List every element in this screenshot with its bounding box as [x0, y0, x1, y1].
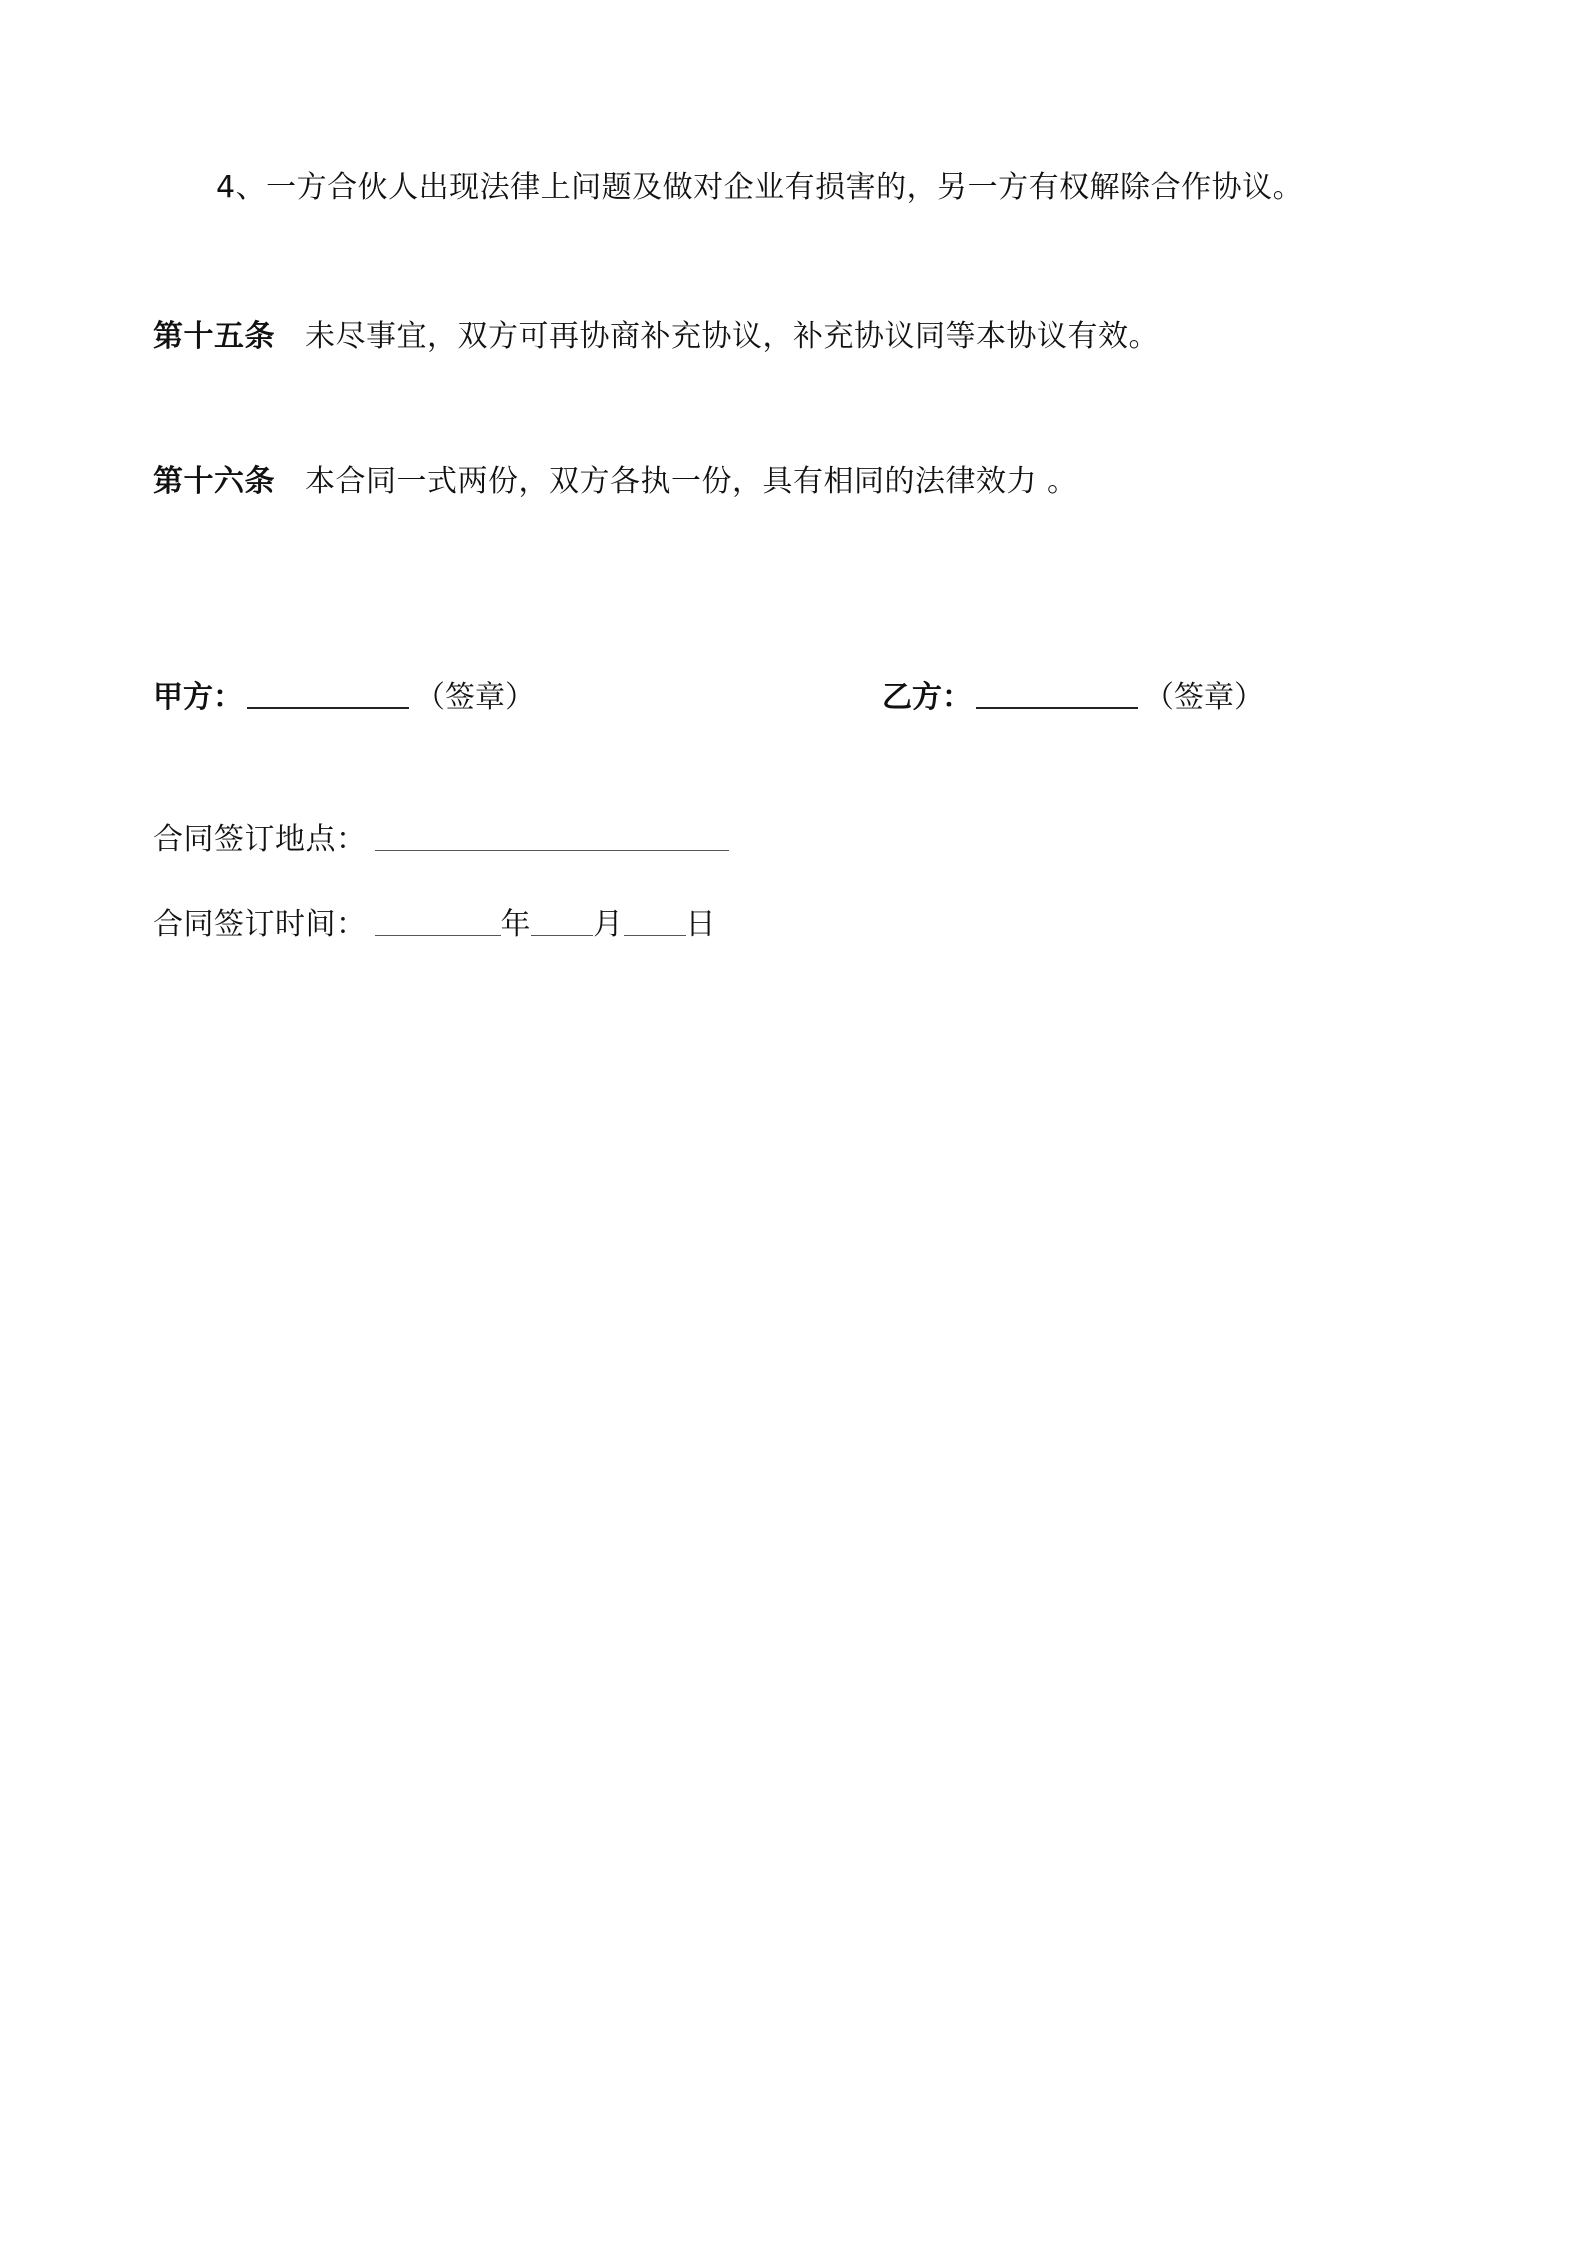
signing-day-blank[interactable]	[624, 935, 686, 936]
clause-16-heading: 第十六条	[153, 464, 275, 499]
signing-place-row	[153, 820, 729, 860]
party-a-seal-label: （签章）	[415, 680, 535, 715]
signing-time-row	[153, 905, 716, 945]
party-a-label: 甲方：	[153, 680, 243, 715]
signing-month-label: 月	[593, 907, 624, 942]
clause-15-heading: 第十五条	[153, 319, 275, 354]
clause-15	[153, 317, 1159, 357]
signing-year-blank[interactable]	[375, 935, 501, 936]
clause-16-text: 本合同一式两份，双方各执一份，具有相同的法律效力 。	[305, 464, 1078, 499]
party-b-signature-blank[interactable]	[976, 707, 1138, 709]
party-a-signature-blank[interactable]	[247, 707, 409, 709]
clause-16	[153, 462, 1078, 502]
clause-15-text: 未尽事宜，双方可再协商补充协议，补充协议同等本协议有效。	[305, 319, 1159, 354]
party-b-label: 乙方：	[882, 680, 972, 715]
signing-year-label: 年	[500, 907, 531, 942]
signing-place-blank[interactable]	[375, 850, 729, 851]
signing-time-label: 合同签订时间：	[153, 907, 367, 942]
signing-month-blank[interactable]	[531, 935, 593, 936]
signing-place-label: 合同签订地点：	[153, 822, 367, 857]
item-4-text: 4、一方合伙人出现法律上问题及做对企业有损害的，另一方有权解除合作协议。	[216, 170, 1304, 205]
party-b-signature	[882, 678, 1264, 718]
party-b-seal-label: （签章）	[1144, 680, 1264, 715]
signing-day-label: 日	[685, 907, 716, 942]
party-a-signature	[153, 678, 535, 718]
